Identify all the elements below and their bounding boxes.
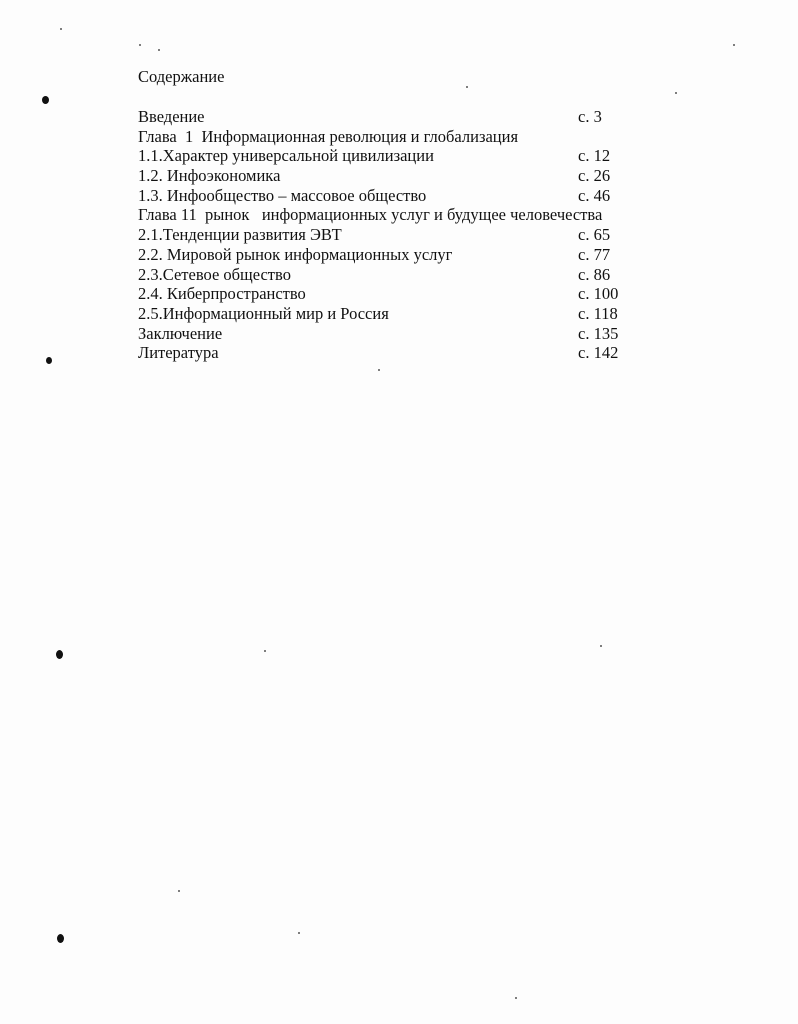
toc-entry-label: 2.2. Мировой рынок информационных услуг [138, 244, 453, 264]
toc-entry-label: 2.1.Тенденции развития ЭВТ [138, 225, 342, 245]
toc-entry [138, 324, 658, 344]
toc-entry-label: Введение [138, 107, 205, 126]
toc-entry-page: с. 142 [578, 343, 619, 363]
scan-speck [675, 92, 677, 94]
scan-speck [733, 44, 735, 46]
toc-entry-label: 1.1.Характер универсальной цивилизации [138, 146, 434, 166]
toc-entry [138, 304, 658, 324]
toc-entry [138, 166, 658, 186]
scan-speck [178, 890, 180, 892]
scan-speck [466, 86, 468, 88]
toc-entry [138, 245, 658, 265]
scan-speck [298, 932, 300, 934]
toc-chapter-heading [138, 205, 658, 225]
scan-speck [158, 49, 160, 51]
toc-entry-label: Литература [138, 343, 219, 363]
scan-speck [378, 369, 380, 371]
toc-entry [138, 284, 658, 304]
document-title: Содержание [138, 67, 225, 86]
toc-entry-page: с. 100 [578, 284, 619, 304]
toc-entry-label: 1.3. Инфообщество – массовое общество [138, 185, 427, 205]
toc-entry-label: 2.5.Информационный мир и Россия [138, 303, 389, 323]
toc-entry-page: с. 135 [578, 323, 619, 343]
toc-entry-page: с. 86 [578, 264, 611, 284]
toc-entry [138, 265, 658, 285]
scan-speck [264, 650, 266, 652]
toc-entry [138, 186, 658, 206]
toc-entry-page: с. 26 [578, 166, 611, 186]
toc-entry [138, 343, 658, 363]
scan-speck [515, 997, 517, 999]
toc-entry-label: 2.3.Сетевое общество [138, 264, 291, 284]
scan-hole-mark [56, 650, 63, 659]
toc-entry-page: с. 65 [578, 225, 611, 245]
toc-entry-label: Заключение [138, 323, 223, 343]
scan-speck [600, 645, 602, 647]
toc-entry-label: 2.4. Киберпространство [138, 284, 306, 304]
toc-entry [138, 107, 658, 127]
toc-entry-page: с. 3 [578, 107, 602, 126]
toc-entry-label: 1.2. Инфоэкономика [138, 166, 281, 186]
toc-entry-page: с. 77 [578, 244, 611, 264]
toc-entry-page: с. 118 [578, 303, 618, 323]
scan-speck [139, 44, 141, 46]
toc-entry-label: Глава 11 рынок информационных услуг и будущее человечества [138, 205, 603, 225]
scan-hole-mark [42, 96, 49, 104]
toc-entry [138, 225, 658, 245]
toc-chapter-heading [138, 127, 658, 147]
toc-entry-page: с. 12 [578, 146, 611, 166]
table-of-contents [138, 107, 658, 363]
scan-hole-mark [57, 934, 64, 943]
scan-speck [60, 28, 62, 30]
toc-entry-label: Глава 1 Информационная революция и глобализация [138, 126, 519, 146]
scan-hole-mark [46, 357, 52, 364]
toc-entry [138, 146, 658, 166]
toc-entry-page: с. 46 [578, 185, 611, 205]
